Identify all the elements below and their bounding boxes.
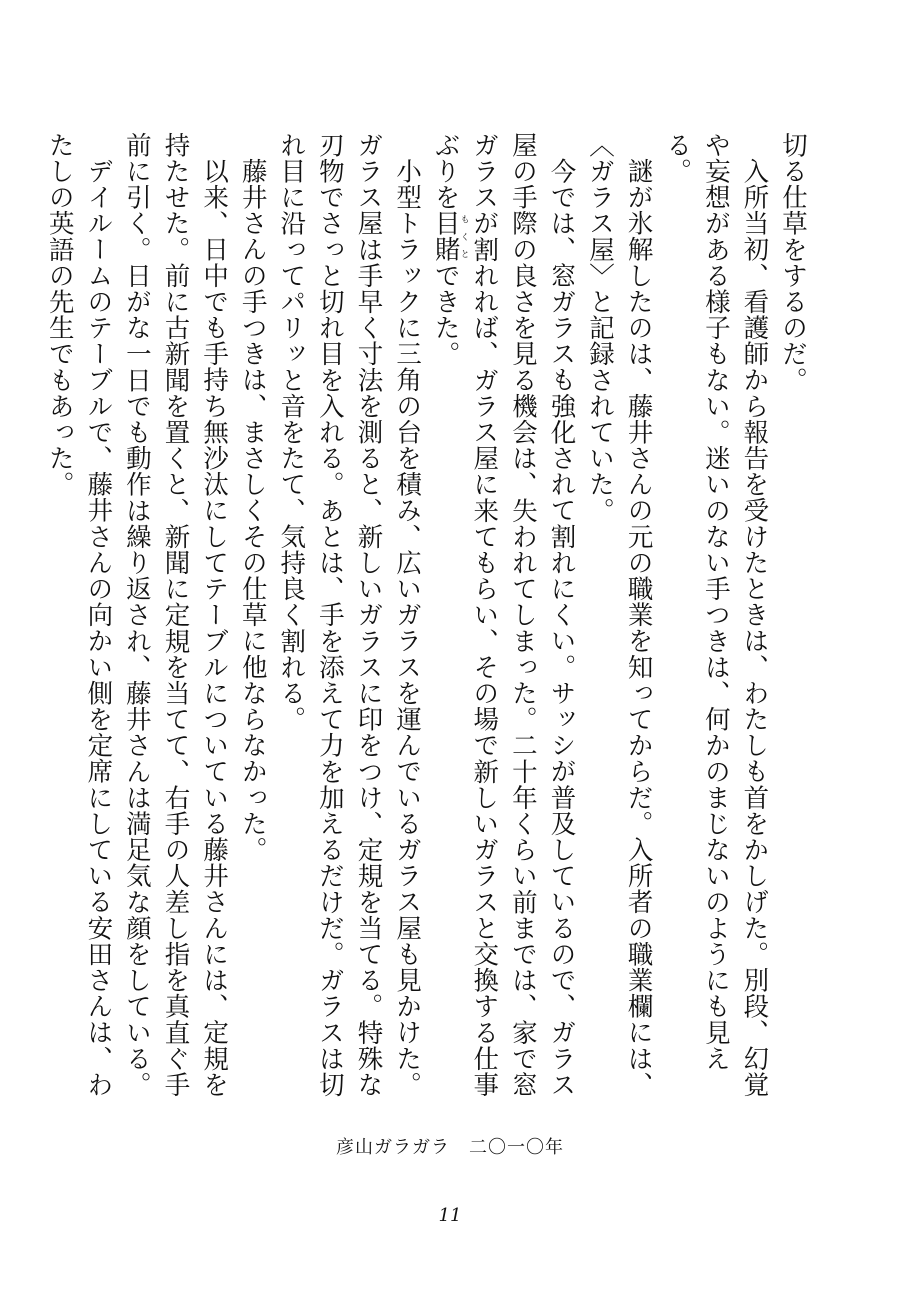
ruby-reading: もくと (458, 210, 469, 263)
text-segment: 謎が氷解したのは、藤井さんの元の職業を知ってからだ。入所者の職業欄には、〈ガラス屋〉と記録されていた。 (585, 132, 654, 1098)
paragraph (117, 132, 233, 1102)
paragraph (233, 132, 272, 1102)
text-segment: 切る仕草をするのだ。 (778, 132, 808, 393)
text-segment: 藤井さんの手つきは、まさしくその仕草に他ならなかった。 (237, 157, 268, 863)
text-segment: 小型トラックに三角の台を積み、広いガラスを運んでいるガラス屋も見かけた。ガラス屋は手早く寸法を測ると、新しいガラスに印をつけ、定規を当てる。特殊な刃物でさっと切れ目を入れる。あとは、手を添えて力を加えるだけだ。ガラスは切れ目に沿ってパリッと音をたて、気持良く割れる。 (276, 132, 423, 1098)
paragraph (580, 132, 657, 1102)
paragraph (272, 132, 426, 1102)
ruby-annotated-word (430, 210, 469, 263)
text-segment: 今では、窓ガラスも強化されて割れにくい。サッシが普及しているので、ガラス屋の手際の良さを見る機会は、失われてしまった。二十年くらい前までは、家で窓ガラスが割れれば、ガラス屋に来てもらい、その場で新しいガラスと交換する仕事ぶりを (430, 132, 577, 1098)
text-segment: デイルームのテーブルで、藤井さんの向かい側を定席にしている安田さんは、わたしの英語の先生でもあった。 (44, 132, 114, 1098)
paragraph (773, 132, 812, 1102)
text-segment: 入所当初、看護師から報告を受けたときは、わたしも首をかしげた。別段、幻覚や妄想がある様子もない。迷いのない手つきは、何かのまじないのようにも見える。 (662, 132, 770, 1098)
text-segment: 以来、日中でも手持ち無沙汰にしてテーブルについている藤井さんには、定規を持たせた。前に古新聞を置くと、新聞に定規を当てて、右手の人差し指を真直ぐ手前に引く。日がな一日でも動作は繰り返され、藤井さんは満足気な顔をしている。 (121, 132, 230, 1098)
text-segment: できた。 (430, 262, 461, 367)
paragraph (40, 132, 117, 1102)
paragraph (426, 132, 580, 1102)
ruby-base: 目賭 (430, 210, 461, 263)
body-text (40, 132, 812, 1102)
source-caption: 彦山ガラガラ 二〇一〇年 (336, 1137, 564, 1158)
paragraph (658, 132, 774, 1102)
page-number: 11 (438, 1205, 462, 1226)
